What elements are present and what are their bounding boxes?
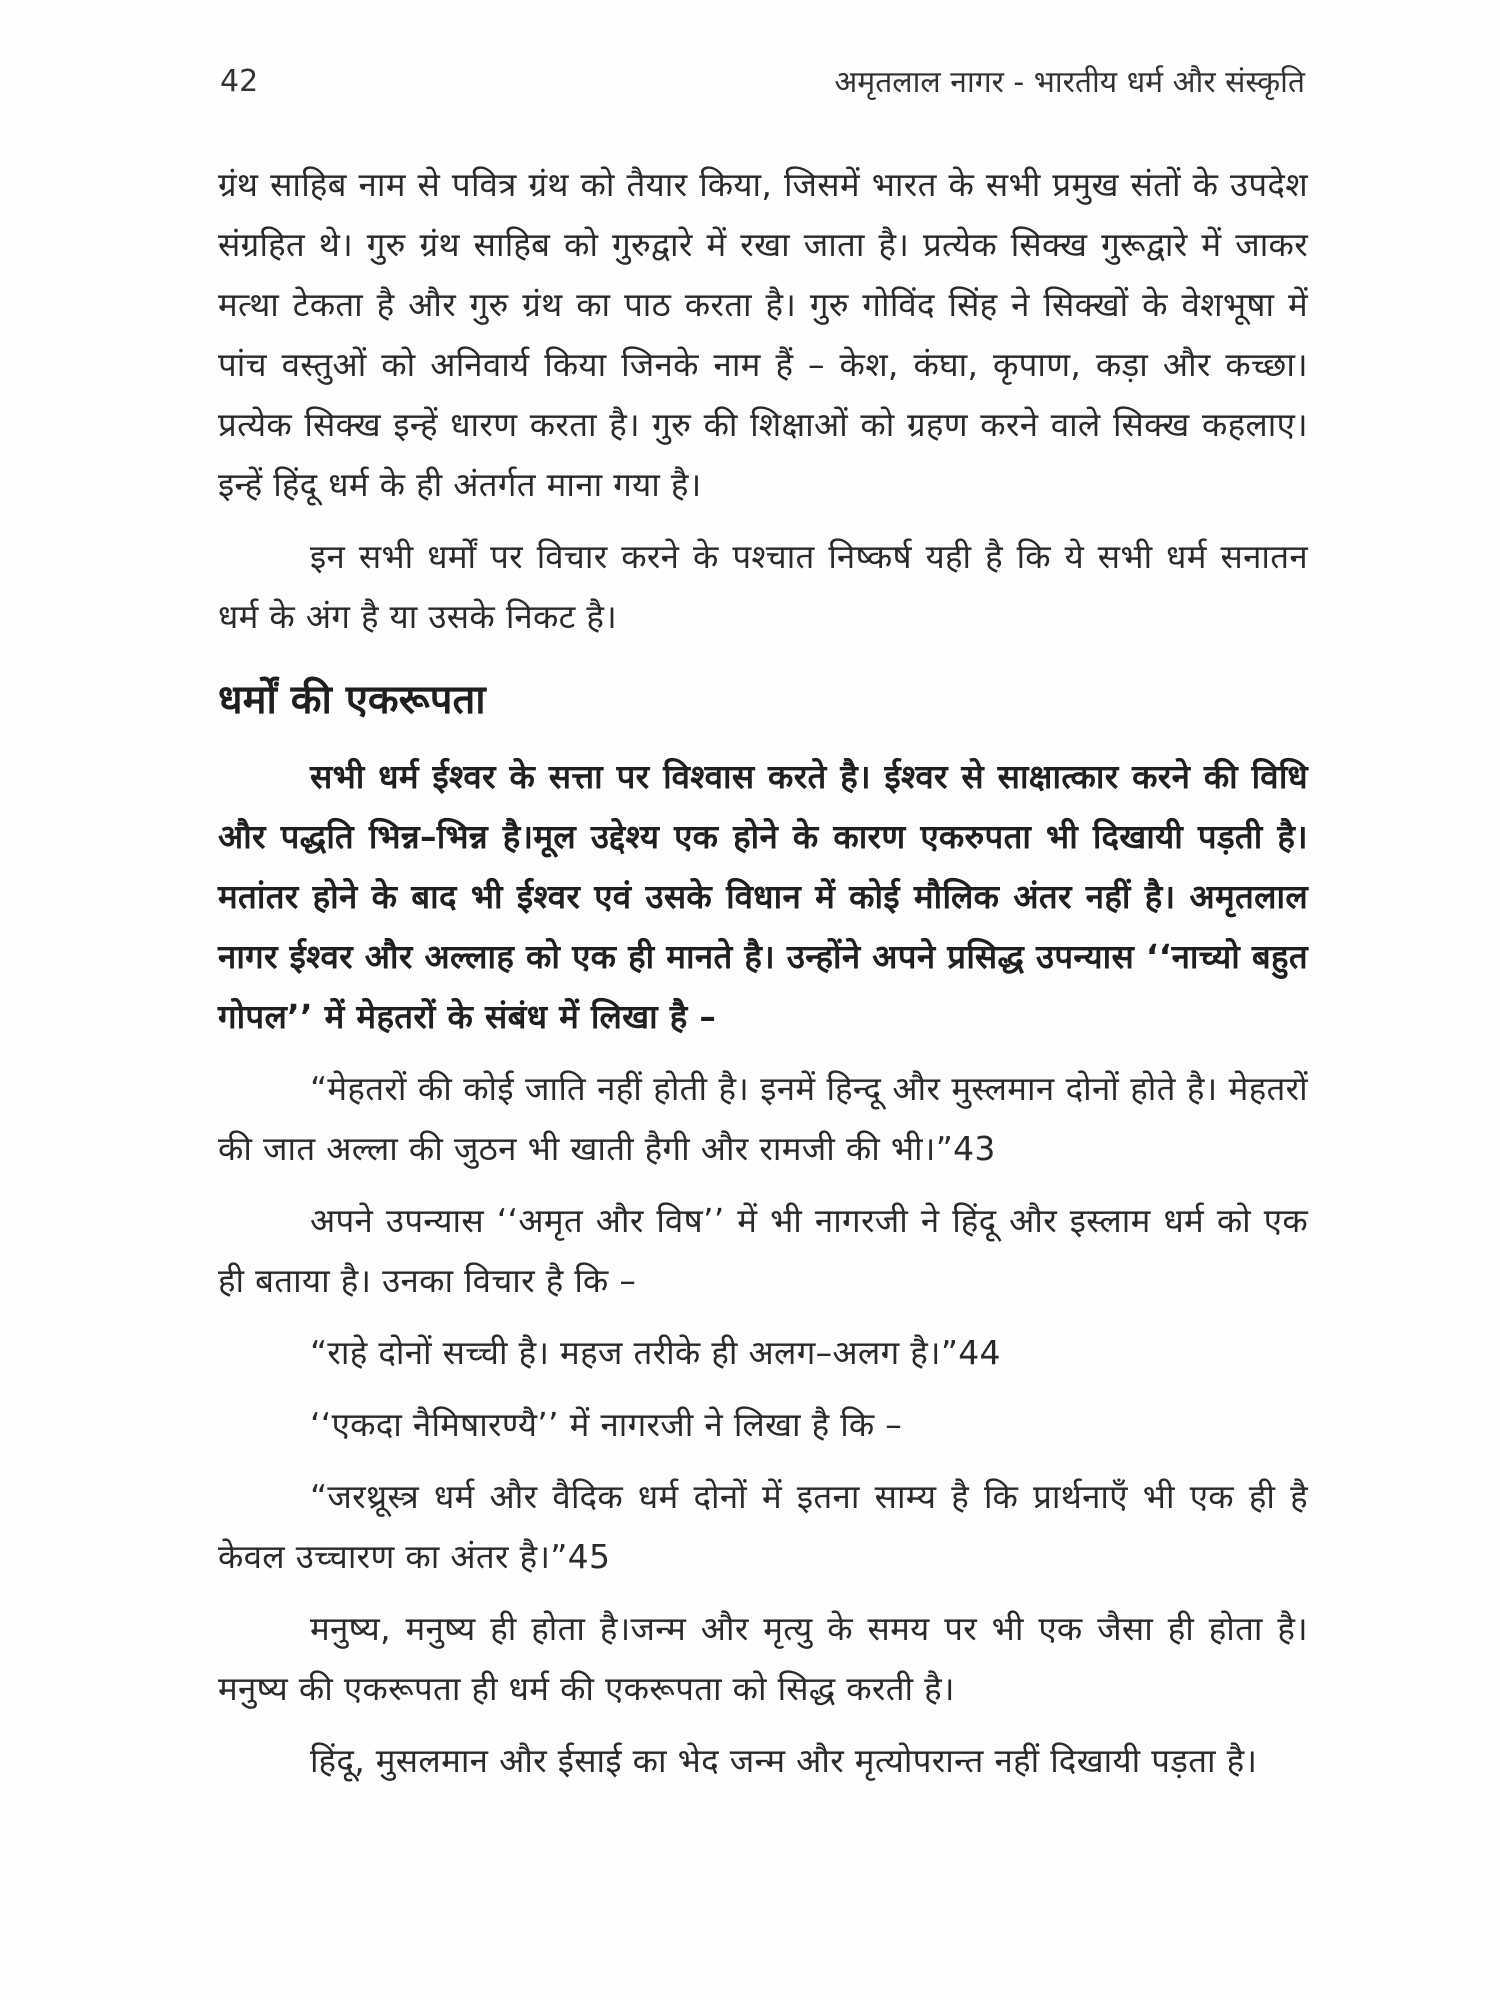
section-heading: धर्मों की एकरूपता <box>218 677 486 723</box>
page-body <box>218 155 1308 1791</box>
paragraph: ‘‘एकदा नैमिषारण्यै’’ में नागरजी ने लिखा है कि – <box>310 1405 903 1444</box>
page-number: 42 <box>220 64 259 99</box>
paragraph: इन सभी धर्मों पर विचार करने के पश्चात निष्कर्ष यही है कि ये सभी धर्म सनातन धर्म के अंग है या उसके निकट है। <box>218 537 1308 636</box>
paragraph: ग्रंथ साहिब नाम से पवित्र ग्रंथ को तैयार किया, जिसमें भारत के सभी प्रमुख संतों के उपदेश संग्रहित थे। गुरु ग्रंथ साहिब को गुरुद्वारे में रखा जाता है। प्रत्येक सिक्ख गुरूद्वारे में जाकर मत्था टेकता है और गुरु ग्रंथ का पाठ करता है। गुरु गोविंद सिंह ने सिक्खों के वेशभूषा में पांच वस्तुओं को अनिवार्य किया जिनके नाम हैं – केश, कंघा, कृपाण, कड़ा और कच्छा। प्रत्येक सिक्ख इन्हें धारण करता है। गुरु की शिक्षाओं को ग्रहण करने वाले सिक्ख कहलाए। इन्हें हिंदू धर्म के ही अंतर्गत माना गया है। <box>218 165 1308 504</box>
page-header <box>220 60 1305 110</box>
quote-paragraph: “मेहतरों की कोई जाति नहीं होती है। इनमें हिन्दू और मुस्लमान दोनों होते है। मेहतरों की जात अल्ला की जुठन भी खाती हैगी और रामजी की भी।”43 <box>218 1069 1308 1168</box>
paragraph: मनुष्य, मनुष्य ही होता है।जन्म और मृत्यु के समय पर भी एक जैसा ही होता है। मनुष्य की एकरूपता ही धर्म की एकरूपता को सिद्ध करती है। <box>218 1609 1308 1708</box>
paragraph: हिंदू, मुसलमान और ईसाई का भेद जन्म और मृत्योपरान्त नहीं दिखायी पड़ता है। <box>310 1741 1258 1780</box>
quote-paragraph: “राहे दोनों सच्ची है। महज तरीके ही अलग–अलग है।”44 <box>310 1333 1001 1372</box>
quote-paragraph: “जरथ्रूस्त्र धर्म और वैदिक धर्म दोनों में इतना साम्य है कि प्रार्थनाएँ भी एक ही है केवल उच्चारण का अंतर है।”45 <box>218 1477 1308 1576</box>
paragraph: अपने उपन्यास ‘‘अमृत और विष’’ में भी नागरजी ने हिंदू और इस्लाम धर्म को एक ही बताया है। उनका विचार है कि – <box>218 1201 1308 1300</box>
running-title: अमृतलाल नागर - भारतीय धर्म और संस्कृति <box>834 65 1305 100</box>
paragraph: सभी धर्म ईश्वर के सत्ता पर विश्वास करते है। ईश्वर से साक्षात्कार करने की विधि और पद्धति भिन्न–भिन्न है।मूल उद्देश्य एक होने के कारण एकरुपता भी दिखायी पड़ती है। मतांतर होने के बाद भी ईश्वर एवं उसके विधान में कोई मौलिक अंतर नहीं है। अमृतलाल नागर ईश्वर और अल्लाह को एक ही मानते है। उन्होंने अपने प्रसिद्ध उपन्यास ‘‘नाच्यो बहुत गोपल’’ में मेहतरों के संबंध में लिखा है – <box>218 757 1308 1036</box>
